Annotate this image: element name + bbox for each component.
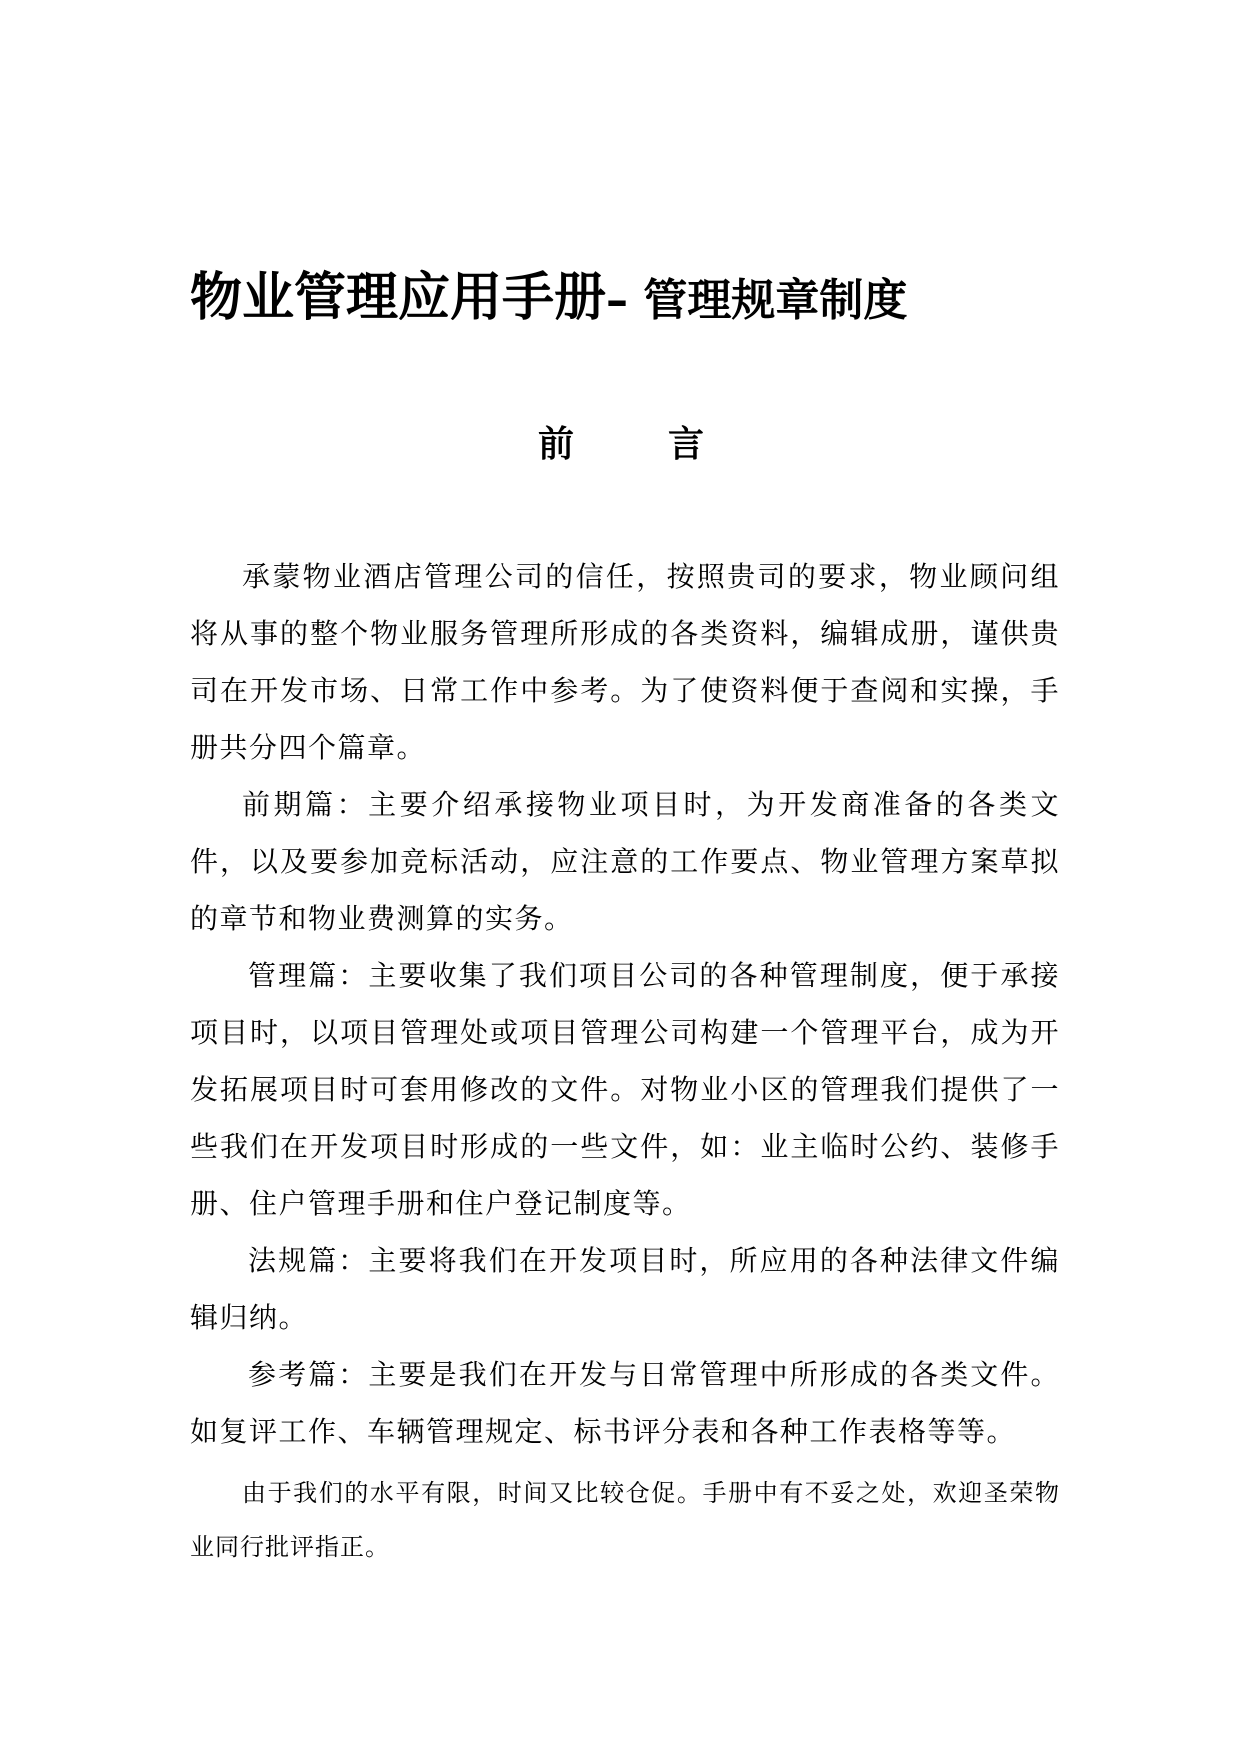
- paragraph-closing: 由于我们的水平有限，时间又比较仓促。手册中有不妥之处，欢迎圣荣物业同行批评指正。: [190, 1479, 1060, 1561]
- title-sub: 管理规章制度: [628, 275, 908, 326]
- paragraph-management: 管理篇：主要收集了我们项目公司的各种管理制度，便于承接项目时，以项目管理处或项目管理公司构建一个管理平台，成为开发拓展项目时可套用修改的文件。对物业小区的管理我们提供了一些我们在开发项目时形成的一些文件，如：业主临时公约、装修手册、住户管理手册和住户登记制度等。: [190, 959, 1060, 1220]
- document-title: [190, 268, 1090, 328]
- title-dash: –: [606, 275, 629, 326]
- paragraph-preliminary: 前期篇：主要介绍承接物业项目时，为开发商准备的各类文件，以及要参加竞标活动，应注意的工作要点、物业管理方案草拟的章节和物业费测算的实务。: [190, 788, 1060, 935]
- preface-heading-char-1: 前: [538, 424, 575, 465]
- title-main: 物业管理应用手册: [190, 268, 607, 328]
- preface-heading-char-2: 言: [668, 424, 705, 465]
- paragraph-regulations: 法规篇：主要将我们在开发项目时，所应用的各种法律文件编辑归纳。: [190, 1244, 1060, 1334]
- paragraph-reference: 参考篇：主要是我们在开发与日常管理中所形成的各类文件。如复评工作、车辆管理规定、标书评分表和各种工作表格等等。: [190, 1358, 1060, 1448]
- paragraph-intro: 承蒙物业酒店管理公司的信任，按照贵司的要求，物业顾问组将从事的整个物业服务管理所形成的各类资料，编辑成册，谨供贵司在开发市场、日常工作中参考。为了使资料便于查阅和实操，手册共分四个篇章。: [190, 560, 1060, 764]
- preface-heading: [0, 420, 1241, 470]
- preface-body: [190, 548, 1060, 1574]
